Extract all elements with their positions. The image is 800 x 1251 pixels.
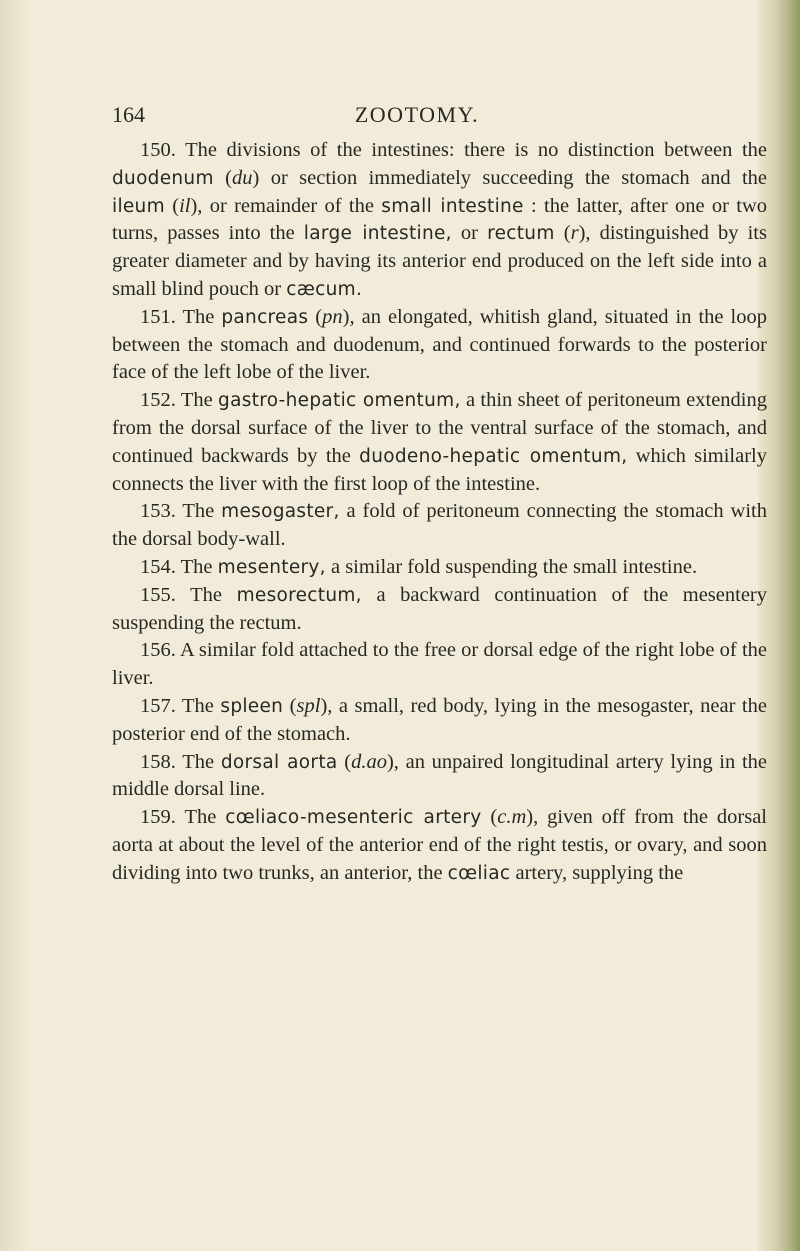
text-run: ), an elongated, whitish gland, situated in the loop between the stomach and duodenum, and continued forwards to the posterior face of the left lobe of the liver. [112,305,767,384]
paragraph-number: 158. [140,750,176,773]
term-mesogaster: mesogaster, [221,501,340,523]
paragraph-151 [112,304,767,387]
paragraph-number: 154. [140,555,176,578]
paragraph-154 [112,554,767,582]
text-run: a similar fold suspending the small intestine. [325,555,698,578]
text-run: The [175,583,237,606]
term-dorsal-aorta: dorsal aorta [220,751,338,773]
paragraph-153 [112,498,767,554]
abbreviation: c.m [497,806,527,829]
paragraph-157 [112,693,767,749]
term-pancreas: pancreas [221,306,309,328]
term-duodeno-hepatic-omentum: duodeno-hepatic omentum, [359,445,628,467]
text-run: ), or remainder of the [190,194,382,217]
page-header [112,102,722,134]
page-gutter-shadow [0,0,30,1251]
text-run: : the latter, after one or two turns, passes into the [112,194,768,245]
abbreviation: r [570,222,579,245]
text-run: a backward continuation of the mesentery suspending the rectum. [112,583,767,634]
term-duodenum: duodenum [112,167,214,189]
term-coeliaco-mesenteric-artery: cœliaco-mesenteric artery [225,807,482,829]
text-run: The [175,806,226,829]
paragraph-155 [112,582,767,638]
paragraph-number: 150. [140,139,176,161]
paragraph-158 [112,749,767,805]
text-run: ( [554,222,571,245]
term-caecum: cæcum. [286,278,363,300]
paragraph-number: 153. [140,500,176,523]
term-small-intestine: small intestine [381,195,524,217]
text-run: A similar fold attached to the free or dorsal edge of the right lobe of the liver. [112,639,767,690]
term-gastro-hepatic-omentum: gastro-hepatic omentum, [218,390,461,412]
page-number: 164 [112,102,145,127]
paragraph-number: 156. [140,639,176,662]
abbreviation: spl [296,694,321,717]
term-ileum: ileum [112,195,165,217]
text-run: ), a small, red body, lying in the mesogaster, near the posterior end of the stomach. [112,694,767,745]
term-mesentery: mesentery, [217,556,326,578]
paragraph-152 [112,387,767,498]
text-run: ( [213,166,232,189]
term-spleen: spleen [220,695,284,717]
text-run: The [175,750,221,773]
text-run: The [175,389,219,412]
text-run: ( [164,194,180,217]
term-rectum: rectum [487,223,555,245]
paragraph-number: 155. [140,583,176,606]
text-run: artery, supplying the [510,861,684,884]
term-coeliac: cœliac [447,862,511,884]
paragraph-number: 157. [140,694,176,717]
abbreviation: du [232,166,253,189]
text-run: which similarly connects the liver with the first loop of the intestine. [112,444,767,495]
page-body [112,137,767,888]
paragraph-number: 152. [140,389,176,412]
term-large-intestine: large intestine, [303,223,452,245]
text-run: ), given off from the dorsal aorta at about the level of the anterior end of the right testis, or ovary, and soon dividing into two trunks, an anterior, the [112,806,767,884]
paragraph-150 [112,137,767,304]
text-run: The [175,694,221,717]
text-run: The [175,305,222,328]
text-run: The [175,500,222,523]
text-run: ) or section immediately succeeding the stomach and the [252,166,767,189]
text-run: ( [337,750,352,773]
running-head: ZOOTOMY. [354,102,480,127]
text-run: ( [283,694,297,717]
text-run: ( [308,305,323,328]
paragraph-number: 151. [140,305,176,328]
term-mesorectum: mesorectum, [236,584,362,606]
text-run: ), an unpaired longitudinal artery lying in the middle dorsal line. [112,750,767,801]
text-run: ( [481,806,498,829]
paragraph-159 [112,804,767,887]
abbreviation: d.ao [351,750,387,773]
text-run: The divisions of the intestines: there is no distinction between the [175,139,767,161]
paragraph-156 [112,637,767,693]
abbreviation: pn [322,305,343,328]
text-run: a thin sheet of peritoneum extending from the dorsal surface of the liver to the ventral surface of the stomach, and continued backwards by the [112,389,767,467]
paragraph-number: 159. [140,806,176,829]
text-run: a fold of peritoneum connecting the stomach with the dorsal body-wall. [112,500,767,551]
text-run: ), distinguished by its greater diameter and by having its anterior end produced on the left side into a small blind pouch or [112,222,767,300]
abbreviation: il [179,194,191,217]
text-run: or [451,222,488,245]
text-run: The [175,555,218,578]
